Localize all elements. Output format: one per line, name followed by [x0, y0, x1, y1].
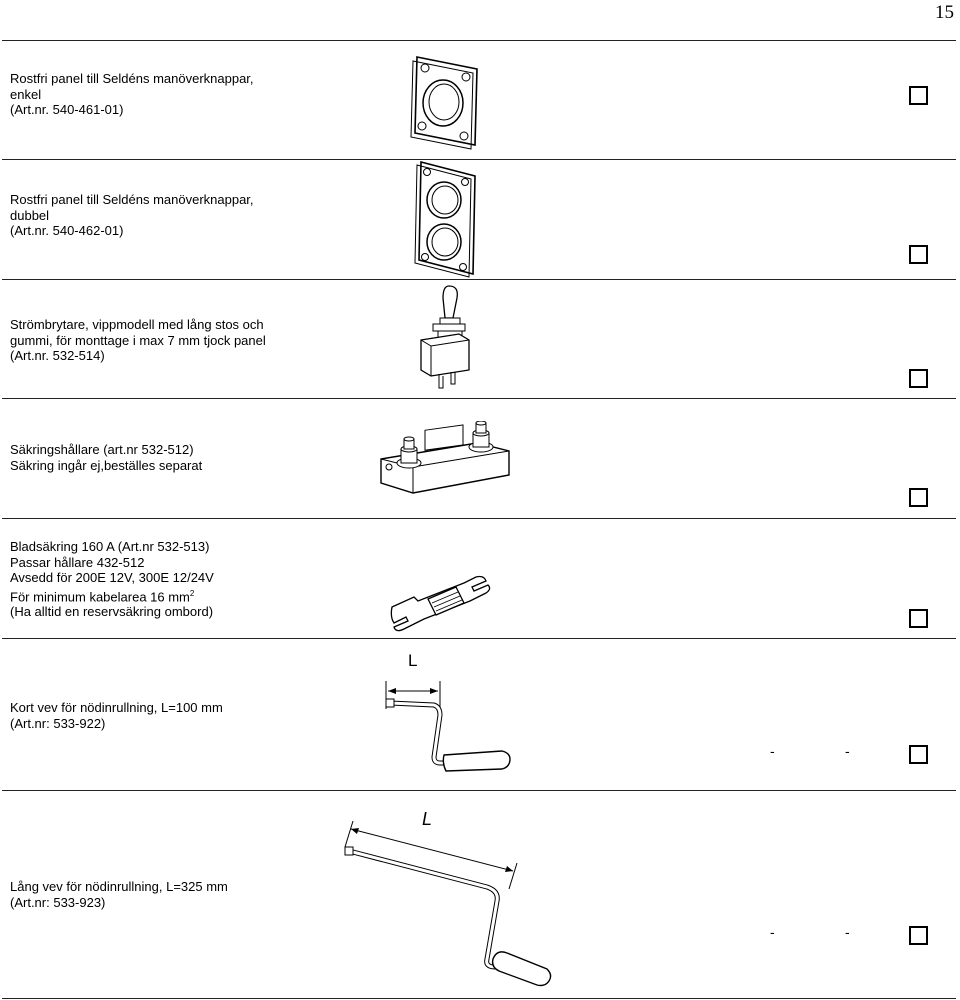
description-line: Kort vev för nödinrullning, L=100 mm	[10, 700, 223, 715]
description-line: (Art.nr: 533-923)	[10, 894, 106, 910]
table-row	[2, 791, 956, 999]
order-checkbox[interactable]	[909, 369, 928, 388]
product-table	[2, 40, 956, 998]
table-row	[2, 519, 956, 639]
dash-col-1: -	[770, 743, 775, 759]
description-line: (Art.nr. 540-461-01)	[10, 102, 124, 117]
table-row	[2, 41, 956, 160]
description-line: gummi, för monttage i max 7 mm tjock panel	[10, 332, 266, 348]
description-line: Avsedd för 200E 12V, 300E 12/24V	[10, 570, 214, 585]
product-description	[10, 71, 254, 118]
product-description	[10, 879, 228, 910]
long-crank-drawing	[337, 809, 552, 999]
dash-col-2: -	[845, 924, 850, 940]
page-number: 15	[935, 2, 954, 23]
description-line: dubbel	[10, 207, 50, 223]
description-line: Säkringshållare (art.nr 532-512)	[10, 442, 194, 457]
description-line: (Art.nr. 540-462-01)	[10, 223, 124, 238]
product-description	[10, 192, 254, 239]
table-row	[2, 280, 956, 399]
description-line: För minimum kabelarea 16 $mm^2$	[10, 588, 195, 604]
short-crank-drawing	[380, 653, 520, 788]
description-line: Säkring ingår ej,beställes separat	[10, 457, 203, 473]
order-checkbox[interactable]	[909, 609, 928, 628]
product-description	[10, 539, 214, 620]
dash-col-2: -	[845, 743, 850, 759]
fuse-holder-drawing	[377, 421, 517, 501]
description-line: Strömbrytare, vippmodell med lång stos och	[10, 317, 264, 332]
order-checkbox[interactable]	[909, 488, 928, 507]
dash-col-1: -	[770, 924, 775, 940]
description-line: (Art.nr: 533-922)	[10, 715, 106, 731]
superscript: 2	[189, 588, 195, 598]
table-row	[2, 160, 956, 280]
order-checkbox[interactable]	[909, 745, 928, 764]
double-panel-drawing	[407, 160, 482, 278]
description-line: enkel	[10, 86, 42, 102]
description-line: Passar hållare 432-512	[10, 554, 145, 570]
toggle-switch-drawing	[407, 284, 477, 394]
description-line: Bladsäkring 160 A (Art.nr 532-513)	[10, 539, 210, 554]
description-line: (Ha alltid en reservsäkring ombord)	[10, 604, 214, 620]
description-line: Rostfri panel till Seldéns manöverknappar,	[10, 71, 254, 86]
single-panel-drawing	[397, 51, 487, 151]
table-row	[2, 399, 956, 519]
order-checkbox[interactable]	[909, 245, 928, 264]
order-checkbox[interactable]	[909, 926, 928, 945]
description-line: Lång vev för nödinrullning, L=325 mm	[10, 879, 228, 894]
description-line: Rostfri panel till Seldéns manöverknappar,	[10, 192, 254, 207]
dimension-label: L	[422, 809, 433, 829]
dimension-label: L	[408, 651, 418, 670]
table-row	[2, 639, 956, 791]
product-description	[10, 442, 202, 473]
product-description	[10, 700, 223, 731]
description-line: (Art.nr. 532-514)	[10, 348, 105, 363]
product-description	[10, 317, 266, 364]
order-checkbox[interactable]	[909, 86, 928, 105]
